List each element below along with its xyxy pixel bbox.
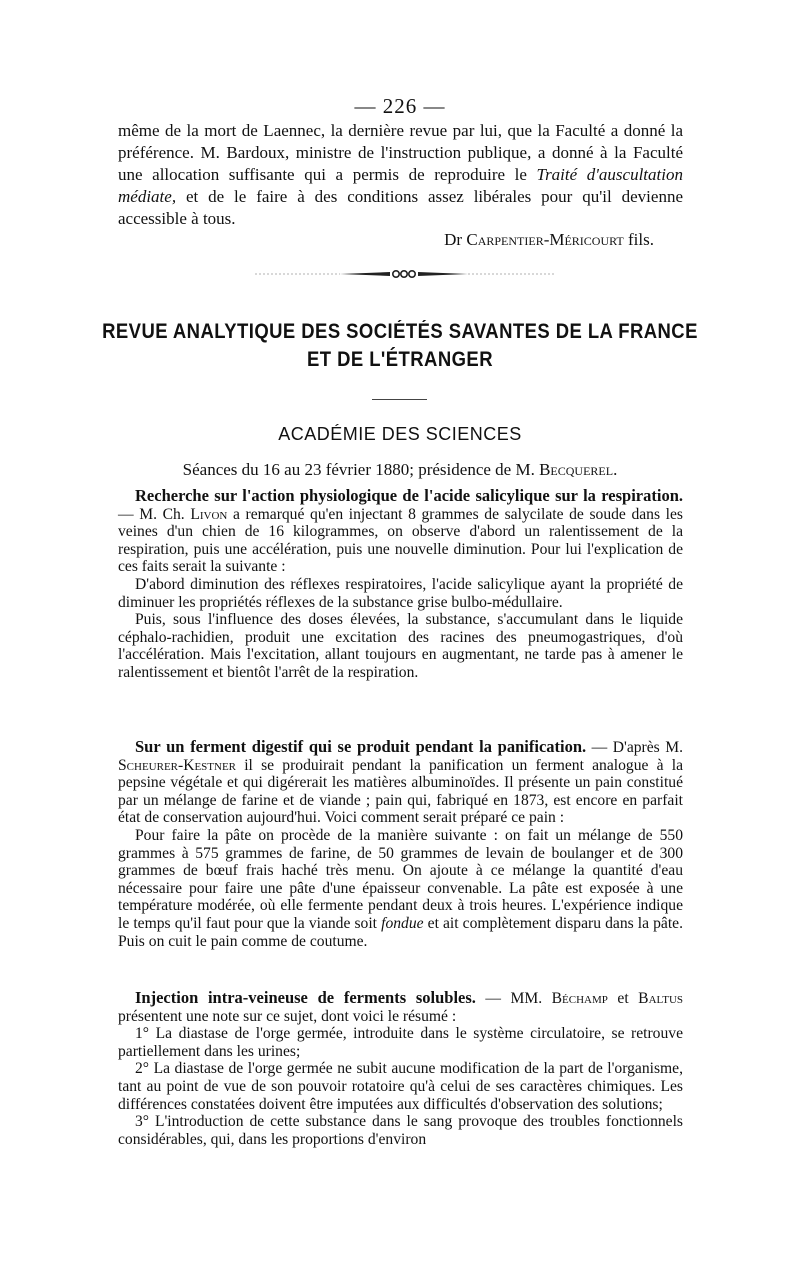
signature-name: Carpentier-Méricourt	[466, 230, 624, 249]
main-title-line-1: REVUE ANALYTIQUE DES SOCIÉTÉS SAVANTES DE LA FRANCE	[102, 320, 698, 343]
session-line	[0, 460, 800, 480]
session-president: Becquerel	[539, 460, 614, 479]
article-2	[118, 738, 683, 950]
article-1-author-pre: — M. Ch.	[118, 505, 191, 523]
title-rule	[372, 399, 427, 400]
article-2-italic-word: fondue	[381, 914, 424, 932]
session-end: .	[613, 460, 618, 479]
signature-prefix: Dr	[444, 230, 463, 249]
article-1-para-2: D'abord diminution des réflexes respiratoires, l'acide salicylique ayant la propriété de diminuer les propriétés réflexes de la substance grise bulbo-médullaire.	[118, 575, 683, 611]
article-3-author-pre: — MM.	[475, 990, 552, 1007]
section-heading: ACADÉMIE DES SCIENCES	[278, 424, 522, 444]
article-1-para-1: a remarqué qu'en injectant 8 grammes de salycilate de soude dans les veines d'un chien de 16 kilogrammes, on observe d'abord un ralentissement de la respiration, puis une accélération, puis une nouvelle diminution. Pour lui l'explication de ces faits serait la suivante :	[118, 505, 683, 576]
article-2-para-1: il se produirait pendant la panification un ferment analogue à la pepsine végétale et qui digérerait les matières albuminoïdes. Il présente un pain constitué par un mélange de farine et de viande ; pain qui, fabriqué en 1873, est encore en parfait état de conservation aujourd'hui. Voici comment serait préparé ce pain :	[118, 756, 683, 827]
article-2-para-2	[118, 827, 683, 950]
signature-suffix: fils.	[623, 230, 654, 249]
article-3-author: Béchamp	[551, 990, 608, 1007]
main-title-line-2: ET DE L'ÉTRANGER	[307, 348, 493, 371]
article-1-author: Livon	[190, 505, 228, 523]
intro-book-title: Traité d'auscultation médiate,	[118, 165, 683, 206]
article-2-author: Scheurer-Kestner	[118, 756, 237, 774]
intro-paragraph	[118, 120, 683, 230]
intro-text-2: et de le faire à des conditions assez libérales pour qu'il devienne accessible à tous.	[118, 187, 683, 228]
article-1-para-3: Puis, sous l'influence des doses élevées, la substance, s'accumulant dans le liquide céphalo-rachidien, produit une excitation des racines des pneumogastriques, d'où l'accélération. Mais l'excitation, allant toujours en augmentant, ne tarde pas à amener le ralentissement et bientôt l'arrêt de la respiration.	[118, 611, 683, 681]
article-3	[118, 989, 683, 1148]
article-3-para-4: 3° L'introduction de cette substance dans le sang provoque des troubles fonctionnels considérables, qui, dans les proportions d'environ	[118, 1113, 683, 1148]
article-3-title: Injection intra-veineuse de ferments solubles.	[135, 988, 476, 1007]
article-3-para-3: 2° La diastase de l'orge germée ne subit aucune modification de la part de l'organisme, tant au point de vue de son pouvoir rotatoire qu'à celui de ses caractères chimiques. Les différences constatées doivent être imputées aux difficultés d'observation des solutions;	[118, 1060, 683, 1113]
signature	[444, 230, 654, 250]
article-3-para-1: présentent une note sur ce sujet, dont voici le résumé :	[118, 1007, 457, 1025]
article-3-author-2: Baltus	[638, 990, 684, 1007]
page-number: — 226 —	[354, 94, 446, 118]
article-3-author-mid: et	[607, 990, 639, 1007]
session-text: Séances du 16 au 23 février 1880; présidence de M.	[182, 460, 540, 479]
main-title	[48, 318, 752, 374]
intro-text-1: même de la mort de Laennec, la dernière revue par lui, que la Faculté a donné la préférence. M. Bardoux, ministre de l'instruction publique, a donné à la Faculté une allocation suffisante qui a permis de reproduire le	[118, 121, 683, 184]
article-1-title: Recherche sur l'action physiologique de l'acide salicylique sur la respiration.	[135, 486, 683, 505]
article-2-para-2-text: Pour faire la pâte on procède de la manière suivante : on fait un mélange de 550 grammes à 575 grammes de farine, de 50 grammes de levain de boulanger et de 300 grammes de bœuf frais haché très menu. On ajoute à ce mélange la quantité d'eau nécessaire pour faire une pâte d'une épaisseur convenable. La pâte est exposée à une température modérée, où elle fermente pendant deux à trois heures. L'expérience indique le temps qu'il faut pour que la viande soit	[118, 826, 683, 932]
article-2-title: Sur un ferment digestif qui se produit pendant la panification.	[135, 737, 587, 756]
ornament-divider	[255, 268, 555, 280]
article-2-para-2-end: et ait complètement disparu dans la pâte. Puis on cuit le pain comme de coutume.	[118, 914, 683, 950]
article-2-author-pre: — D'après M.	[586, 739, 683, 756]
article-1	[118, 487, 683, 682]
article-3-para-2: 1° La diastase de l'orge germée, introduite dans le système circulatoire, se retrouve partiellement dans les urines;	[118, 1025, 683, 1060]
